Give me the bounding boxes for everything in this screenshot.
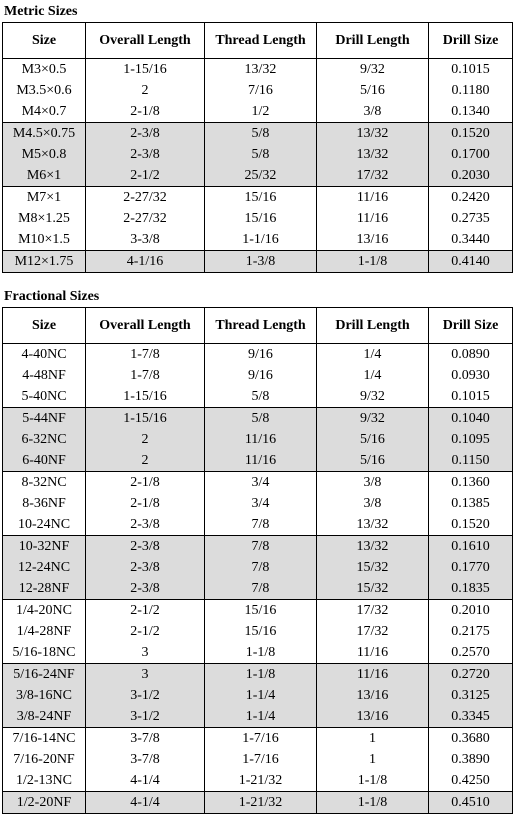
metric-sizes-table: [2, 22, 513, 273]
drill-size-cell: 0.1015: [429, 59, 513, 81]
table-row: [3, 514, 513, 536]
header-drill-length: Drill Length: [317, 308, 429, 344]
size-cell: 8-36NF: [3, 493, 86, 514]
header-drill-length: Drill Length: [317, 23, 429, 59]
drill-size-cell: 0.2030: [429, 165, 513, 187]
overall-length-cell: 4-1/4: [86, 770, 205, 792]
drill-size-cell: 0.4510: [429, 792, 513, 814]
thread-length-cell: 1-21/32: [205, 770, 317, 792]
size-cell: 12-28NF: [3, 578, 86, 600]
drill-length-cell: 3/8: [317, 493, 429, 514]
overall-length-cell: 2-3/8: [86, 578, 205, 600]
drill-length-cell: 5/16: [317, 450, 429, 472]
overall-length-cell: 2-1/8: [86, 472, 205, 494]
drill-length-cell: 11/16: [317, 642, 429, 664]
drill-length-cell: 9/32: [317, 386, 429, 408]
drill-length-cell: 11/16: [317, 208, 429, 229]
overall-length-cell: 3-7/8: [86, 749, 205, 770]
table-row: [3, 557, 513, 578]
table-row: [3, 728, 513, 750]
drill-size-cell: 0.2570: [429, 642, 513, 664]
size-cell: M10×1.5: [3, 229, 86, 251]
table-row: [3, 365, 513, 386]
thread-length-cell: 25/32: [205, 165, 317, 187]
drill-length-cell: 13/16: [317, 229, 429, 251]
table-row: [3, 706, 513, 728]
header-overall-length: Overall Length: [86, 308, 205, 344]
table-row: [3, 600, 513, 622]
drill-size-cell: 0.1610: [429, 536, 513, 558]
table-row: [3, 208, 513, 229]
table-header-row: [3, 23, 513, 59]
drill-length-cell: 5/16: [317, 429, 429, 450]
overall-length-cell: 1-15/16: [86, 386, 205, 408]
overall-length-cell: 2-1/2: [86, 621, 205, 642]
thread-length-cell: 1-7/16: [205, 728, 317, 750]
size-cell: 7/16-14NC: [3, 728, 86, 750]
drill-length-cell: 9/32: [317, 408, 429, 430]
overall-length-cell: 3-1/2: [86, 685, 205, 706]
table-row: [3, 101, 513, 123]
thread-length-cell: 7/16: [205, 80, 317, 101]
drill-length-cell: 3/8: [317, 472, 429, 494]
table-row: [3, 123, 513, 145]
thread-length-cell: 1-3/8: [205, 251, 317, 273]
drill-length-cell: 5/16: [317, 80, 429, 101]
drill-size-cell: 0.1015: [429, 386, 513, 408]
table-row: [3, 493, 513, 514]
table-row: [3, 664, 513, 686]
table-row: [3, 578, 513, 600]
table-row: [3, 685, 513, 706]
fractional-sizes-table: [2, 307, 513, 814]
drill-size-cell: 0.2175: [429, 621, 513, 642]
thread-length-cell: 1-1/4: [205, 685, 317, 706]
overall-length-cell: 4-1/16: [86, 251, 205, 273]
size-cell: M4×0.7: [3, 101, 86, 123]
thread-length-cell: 1-1/8: [205, 664, 317, 686]
table-row: [3, 770, 513, 792]
thread-length-cell: 5/8: [205, 144, 317, 165]
thread-length-cell: 1-1/16: [205, 229, 317, 251]
thread-length-cell: 7/8: [205, 536, 317, 558]
drill-size-cell: 0.1385: [429, 493, 513, 514]
size-cell: M3.5×0.6: [3, 80, 86, 101]
size-cell: M6×1: [3, 165, 86, 187]
size-cell: 5-40NC: [3, 386, 86, 408]
drill-size-cell: 0.2735: [429, 208, 513, 229]
thread-length-cell: 1-21/32: [205, 792, 317, 814]
fractional-section: [0, 285, 514, 814]
thread-length-cell: 1/2: [205, 101, 317, 123]
drill-size-cell: 0.1770: [429, 557, 513, 578]
size-cell: M8×1.25: [3, 208, 86, 229]
thread-length-cell: 3/4: [205, 472, 317, 494]
table-row: [3, 792, 513, 814]
fractional-table-body: [3, 344, 513, 814]
size-cell: 3/8-24NF: [3, 706, 86, 728]
table-row: [3, 386, 513, 408]
drill-size-cell: 0.2720: [429, 664, 513, 686]
header-size: Size: [3, 23, 86, 59]
overall-length-cell: 3: [86, 664, 205, 686]
thread-length-cell: 1-1/8: [205, 642, 317, 664]
drill-size-cell: 0.2010: [429, 600, 513, 622]
metric-section-title: Metric Sizes: [4, 4, 78, 19]
size-cell: M5×0.8: [3, 144, 86, 165]
header-drill-size: Drill Size: [429, 308, 513, 344]
size-cell: 5/16-18NC: [3, 642, 86, 664]
drill-size-cell: 0.0890: [429, 344, 513, 366]
drill-length-cell: 17/32: [317, 165, 429, 187]
drill-length-cell: 1-1/8: [317, 251, 429, 273]
drill-size-cell: 0.3890: [429, 749, 513, 770]
drill-length-cell: 1/4: [317, 344, 429, 366]
size-cell: 1/2-13NC: [3, 770, 86, 792]
overall-length-cell: 1-15/16: [86, 408, 205, 430]
drill-length-cell: 1/4: [317, 365, 429, 386]
drill-length-cell: 11/16: [317, 187, 429, 209]
size-cell: 10-32NF: [3, 536, 86, 558]
size-cell: M3×0.5: [3, 59, 86, 81]
size-cell: M4.5×0.75: [3, 123, 86, 145]
drill-length-cell: 17/32: [317, 621, 429, 642]
drill-length-cell: 9/32: [317, 59, 429, 81]
table-row: [3, 408, 513, 430]
drill-size-cell: 0.3125: [429, 685, 513, 706]
overall-length-cell: 1-7/8: [86, 365, 205, 386]
table-row: [3, 472, 513, 494]
table-header-row: [3, 308, 513, 344]
drill-size-cell: 0.0930: [429, 365, 513, 386]
thread-length-cell: 7/8: [205, 578, 317, 600]
table-row: [3, 229, 513, 251]
drill-length-cell: 3/8: [317, 101, 429, 123]
overall-length-cell: 3-7/8: [86, 728, 205, 750]
table-row: [3, 621, 513, 642]
thread-length-cell: 5/8: [205, 408, 317, 430]
size-cell: 3/8-16NC: [3, 685, 86, 706]
table-row: [3, 165, 513, 187]
overall-length-cell: 2-1/2: [86, 600, 205, 622]
drill-size-cell: 0.3345: [429, 706, 513, 728]
drill-length-cell: 13/16: [317, 706, 429, 728]
size-cell: 1/2-20NF: [3, 792, 86, 814]
header-drill-size: Drill Size: [429, 23, 513, 59]
size-cell: 7/16-20NF: [3, 749, 86, 770]
thread-length-cell: 1-7/16: [205, 749, 317, 770]
drill-size-cell: 0.2420: [429, 187, 513, 209]
thread-length-cell: 7/8: [205, 514, 317, 536]
drill-size-cell: 0.1040: [429, 408, 513, 430]
drill-size-cell: 0.4250: [429, 770, 513, 792]
overall-length-cell: 2-1/8: [86, 101, 205, 123]
size-cell: 1/4-20NC: [3, 600, 86, 622]
thread-length-cell: 11/16: [205, 429, 317, 450]
table-row: [3, 536, 513, 558]
size-cell: 12-24NC: [3, 557, 86, 578]
drill-length-cell: 13/32: [317, 123, 429, 145]
thread-length-cell: 9/16: [205, 365, 317, 386]
drill-length-cell: 1-1/8: [317, 770, 429, 792]
metric-table-body: [3, 59, 513, 273]
overall-length-cell: 2-3/8: [86, 557, 205, 578]
drill-length-cell: 11/16: [317, 664, 429, 686]
drill-size-cell: 0.1520: [429, 123, 513, 145]
size-cell: M12×1.75: [3, 251, 86, 273]
size-cell: 4-48NF: [3, 365, 86, 386]
drill-length-cell: 1: [317, 749, 429, 770]
thread-length-cell: 13/32: [205, 59, 317, 81]
overall-length-cell: 2-27/32: [86, 208, 205, 229]
size-cell: 8-32NC: [3, 472, 86, 494]
overall-length-cell: 2: [86, 429, 205, 450]
overall-length-cell: 2-3/8: [86, 144, 205, 165]
overall-length-cell: 2-3/8: [86, 514, 205, 536]
overall-length-cell: 2-27/32: [86, 187, 205, 209]
header-overall-length: Overall Length: [86, 23, 205, 59]
drill-size-cell: 0.1150: [429, 450, 513, 472]
size-cell: 10-24NC: [3, 514, 86, 536]
fractional-section-title: Fractional Sizes: [4, 289, 100, 304]
drill-length-cell: 13/32: [317, 144, 429, 165]
drill-length-cell: 15/32: [317, 578, 429, 600]
drill-size-cell: 0.1700: [429, 144, 513, 165]
overall-length-cell: 1-15/16: [86, 59, 205, 81]
table-row: [3, 429, 513, 450]
drill-size-cell: 0.3440: [429, 229, 513, 251]
thread-length-cell: 9/16: [205, 344, 317, 366]
drill-length-cell: 13/32: [317, 536, 429, 558]
header-size: Size: [3, 308, 86, 344]
overall-length-cell: 2: [86, 450, 205, 472]
table-row: [3, 59, 513, 81]
drill-size-cell: 0.1095: [429, 429, 513, 450]
drill-length-cell: 13/32: [317, 514, 429, 536]
drill-size-cell: 0.1180: [429, 80, 513, 101]
header-thread-length: Thread Length: [205, 308, 317, 344]
overall-length-cell: 3-1/2: [86, 706, 205, 728]
size-cell: 5-44NF: [3, 408, 86, 430]
drill-size-cell: 0.1360: [429, 472, 513, 494]
table-row: [3, 344, 513, 366]
overall-length-cell: 2: [86, 80, 205, 101]
thread-length-cell: 15/16: [205, 621, 317, 642]
table-row: [3, 187, 513, 209]
thread-length-cell: 3/4: [205, 493, 317, 514]
thread-length-cell: 15/16: [205, 600, 317, 622]
size-cell: 6-40NF: [3, 450, 86, 472]
drill-length-cell: 13/16: [317, 685, 429, 706]
thread-length-cell: 7/8: [205, 557, 317, 578]
drill-size-cell: 0.3680: [429, 728, 513, 750]
overall-length-cell: 2-1/8: [86, 493, 205, 514]
overall-length-cell: 2-1/2: [86, 165, 205, 187]
size-cell: M7×1: [3, 187, 86, 209]
drill-size-cell: 0.1520: [429, 514, 513, 536]
drill-length-cell: 15/32: [317, 557, 429, 578]
size-cell: 1/4-28NF: [3, 621, 86, 642]
table-row: [3, 80, 513, 101]
drill-length-cell: 1-1/8: [317, 792, 429, 814]
drill-length-cell: 1: [317, 728, 429, 750]
overall-length-cell: 3-3/8: [86, 229, 205, 251]
drill-length-cell: 17/32: [317, 600, 429, 622]
overall-length-cell: 3: [86, 642, 205, 664]
thread-length-cell: 11/16: [205, 450, 317, 472]
size-cell: 4-40NC: [3, 344, 86, 366]
metric-section: [0, 0, 514, 273]
size-cell: 5/16-24NF: [3, 664, 86, 686]
thread-length-cell: 5/8: [205, 386, 317, 408]
header-thread-length: Thread Length: [205, 23, 317, 59]
size-cell: 6-32NC: [3, 429, 86, 450]
table-row: [3, 749, 513, 770]
table-row: [3, 144, 513, 165]
overall-length-cell: 2-3/8: [86, 123, 205, 145]
overall-length-cell: 1-7/8: [86, 344, 205, 366]
overall-length-cell: 2-3/8: [86, 536, 205, 558]
thread-length-cell: 5/8: [205, 123, 317, 145]
thread-length-cell: 1-1/4: [205, 706, 317, 728]
thread-length-cell: 15/16: [205, 187, 317, 209]
table-row: [3, 450, 513, 472]
thread-length-cell: 15/16: [205, 208, 317, 229]
drill-size-cell: 0.4140: [429, 251, 513, 273]
overall-length-cell: 4-1/4: [86, 792, 205, 814]
drill-size-cell: 0.1340: [429, 101, 513, 123]
drill-size-cell: 0.1835: [429, 578, 513, 600]
table-row: [3, 251, 513, 273]
table-row: [3, 642, 513, 664]
